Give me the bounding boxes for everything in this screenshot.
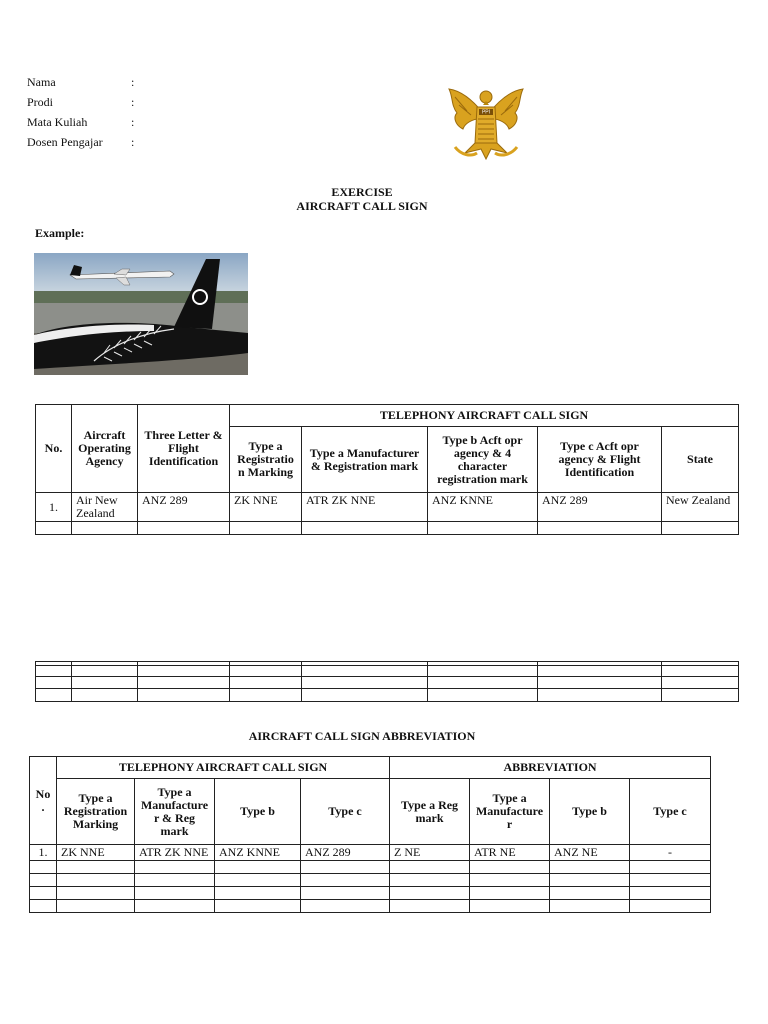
header-l-type-a-manu: Type a Manufacture r & Reg mark (135, 779, 215, 845)
airplane-photo (34, 253, 248, 375)
abbreviation-table (29, 756, 711, 913)
cell-r-type-a-manu: ATR NE (470, 845, 550, 861)
abbreviation-title: AIRCRAFT CALL SIGN ABBREVIATION (248, 729, 476, 743)
field-label: Mata Kuliah (27, 115, 88, 129)
table-row-empty (36, 522, 739, 535)
header-three-letter: Three Letter & Flight Identification (138, 405, 230, 493)
header-state: State (662, 427, 739, 493)
cell-l-type-c: ANZ 289 (301, 845, 390, 861)
table-row-empty (36, 677, 739, 689)
cell-l-type-b: ANZ KNNE (215, 845, 301, 861)
header-l-type-c: Type c (301, 779, 390, 845)
cell-r-type-a-reg: Z NE (390, 845, 470, 861)
table-row (30, 845, 711, 861)
cell-no: 1. (36, 493, 72, 522)
cell-r-type-b: ANZ NE (550, 845, 630, 861)
header-no: No . (30, 757, 57, 845)
cell-l-type-a-manu: ATR ZK NNE (135, 845, 215, 861)
field-mata-kuliah (27, 115, 134, 130)
cell-three-letter: ANZ 289 (138, 493, 230, 522)
example-label: Example: (35, 226, 85, 240)
header-telephony-group: TELEPHONY AIRCRAFT CALL SIGN (57, 757, 390, 779)
field-prodi (27, 95, 134, 110)
table-row (36, 493, 739, 522)
field-separator: : (131, 135, 135, 149)
title-aircraft-call-sign: AIRCRAFT CALL SIGN (296, 199, 428, 213)
header-r-type-a-reg: Type a Reg mark (390, 779, 470, 845)
eagle-crest-emblem-icon (445, 83, 527, 165)
table-row-empty (30, 887, 711, 900)
table-row-empty (30, 900, 711, 913)
table-row-empty (30, 874, 711, 887)
header-r-type-c: Type c (630, 779, 711, 845)
header-abbreviation-group: ABBREVIATION (390, 757, 711, 779)
header-type-a-manu: Type a Manufacturer & Registration mark (302, 427, 428, 493)
cell-no: 1. (30, 845, 57, 861)
airplane-photo-icon (34, 253, 248, 375)
header-l-type-b: Type b (215, 779, 301, 845)
field-separator: : (131, 95, 135, 109)
field-label: Prodi (27, 95, 54, 109)
cell-type-a-manu: ATR ZK NNE (302, 493, 428, 522)
cell-l-type-a-reg: ZK NNE (57, 845, 135, 861)
field-label: Nama (27, 75, 56, 89)
header-telephony-group: TELEPHONY AIRCRAFT CALL SIGN (230, 405, 739, 427)
cell-type-c: ANZ 289 (538, 493, 662, 522)
header-type-c: Type c Acft opr agency & Flight Identification (538, 427, 662, 493)
field-separator: : (131, 115, 135, 129)
title-exercise: EXERCISE (331, 185, 393, 199)
field-dosen-pengajar (27, 135, 134, 150)
header-type-b: Type b Acft opr agency & 4 character registration mark (428, 427, 538, 493)
cell-type-b: ANZ KNNE (428, 493, 538, 522)
header-no: No. (36, 405, 72, 493)
field-separator: : (131, 75, 135, 89)
table-row-empty (30, 861, 711, 874)
logo-text: PPI (481, 109, 491, 116)
cell-state: New Zealand (662, 493, 739, 522)
field-label: Dosen Pengajar (27, 135, 103, 149)
cell-type-a-reg: ZK NNE (230, 493, 302, 522)
header-r-type-a-manu: Type a Manufacture r (470, 779, 550, 845)
header-type-a-reg: Type a Registratio n Marking (230, 427, 302, 493)
table-row-empty (36, 689, 739, 702)
call-sign-table (35, 404, 739, 535)
header-r-type-b: Type b (550, 779, 630, 845)
blank-grid-table (35, 661, 739, 702)
header-agency: Aircraft Operating Agency (72, 405, 138, 493)
header-l-type-a-reg: Type a Registration Marking (57, 779, 135, 845)
cell-r-type-c: - (630, 845, 711, 861)
field-nama (27, 75, 134, 90)
cell-agency: Air New Zealand (72, 493, 138, 522)
table-row-empty (36, 666, 739, 677)
